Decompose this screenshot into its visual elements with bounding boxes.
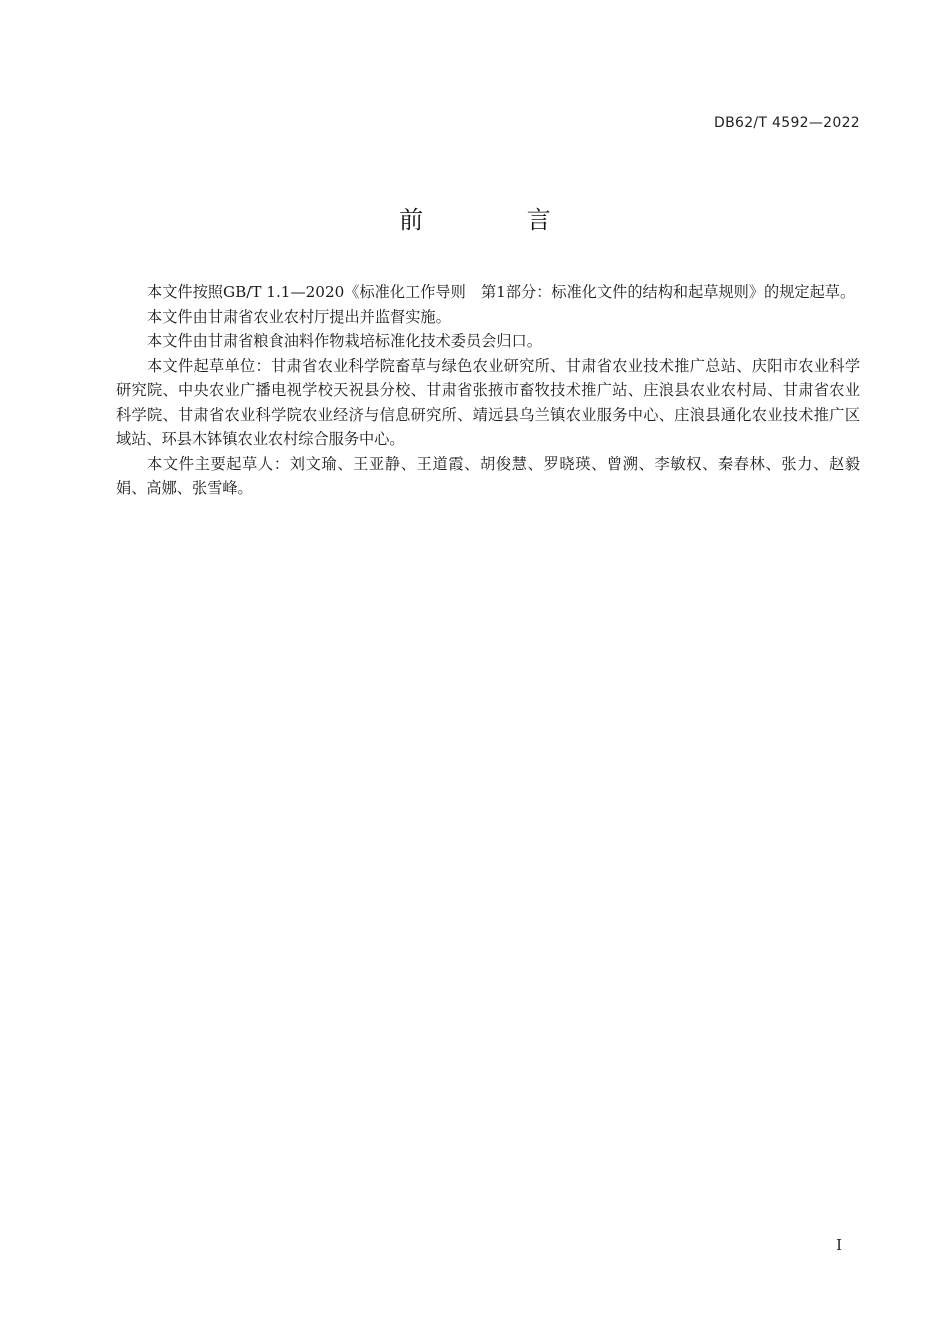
foreword-body [116,280,860,501]
document-code: DB62/T 4592—2022 [714,115,860,131]
paragraph-proposer: 本文件由甘肃省农业农村厅提出并监督实施。 [147,307,451,326]
paragraph-drafting-units: 本文件起草单位：甘肃省农业科学院畜草与绿色农业研究所、甘肃省农业技术推广总站、庆阳市农业科学研究院、中央农业广播电视学校天祝县分校、甘肃省张掖市畜牧技术推广站、庄浪县农业农村局、甘肃省农业科学院、甘肃省农业科学院农业经济与信息研究所、靖远县乌兰镇农业服务中心、庄浪县通化农业技术推广区域站、环县木钵镇农业农村综合服务中心。 [116,356,860,448]
paragraph-drafting-rules: 本文件按照GB/T 1.1—2020《标准化工作导则 第1部分：标准化文件的结构和起草规则》的规定起草。 [147,283,856,301]
paragraph-committee: 本文件由甘肃省粮食油料作物栽培标准化技术委员会归口。 [147,332,542,350]
page-title: 前 言 [399,206,599,234]
paragraph-drafters: 本文件主要起草人：刘文瑜、王亚静、王道霞、胡俊慧、罗晓瑛、曾溯、李敏权、秦春林、张力、赵毅娟、高娜、张雪峰。 [116,454,860,497]
page-number: I [836,1236,842,1254]
